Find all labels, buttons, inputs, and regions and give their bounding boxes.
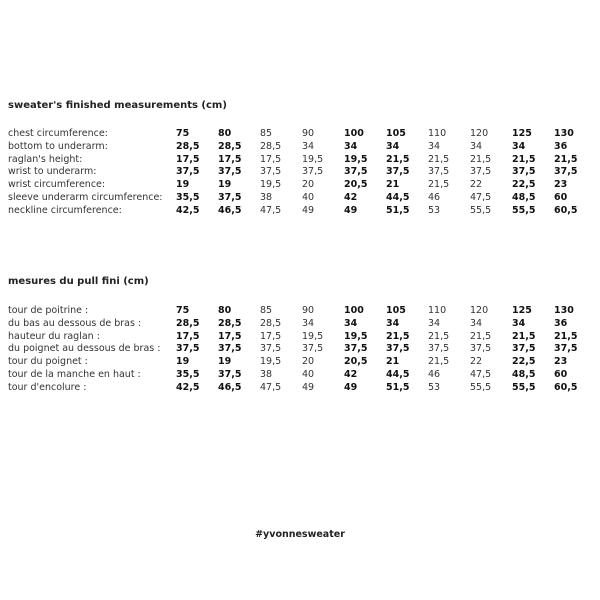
size-value: 22	[470, 179, 483, 191]
size-value: 28,5	[176, 140, 200, 152]
size-value: 19,5	[344, 153, 368, 165]
size-value: 60	[554, 191, 568, 203]
size-value: 49	[344, 204, 358, 216]
size-value: 19,5	[302, 153, 324, 165]
size-value: 38	[260, 191, 273, 203]
size-value: 17,5	[218, 330, 242, 342]
size-value: 21,5	[386, 330, 410, 342]
size-value: 42	[344, 191, 358, 203]
size-value: 55,5	[470, 381, 492, 393]
size-value: 20,5	[344, 356, 368, 368]
hashtag: #yvonnesweater	[255, 529, 345, 540]
size-value: 49	[302, 381, 315, 393]
table-row	[8, 166, 596, 179]
table-row	[8, 343, 596, 356]
size-value: 37,5	[428, 166, 450, 178]
size-value: 21,5	[554, 153, 578, 165]
table-row	[8, 305, 596, 318]
size-value: 46,5	[218, 381, 242, 393]
size-value: 90	[302, 305, 315, 316]
size-value: 34	[386, 140, 400, 152]
size-value: 37,5	[218, 368, 242, 380]
size-value: 37,5	[302, 343, 324, 355]
size-value: 110	[428, 128, 447, 139]
size-value: 20,5	[344, 179, 368, 191]
table-row	[8, 205, 596, 218]
size-value: 21,5	[512, 330, 536, 342]
size-value: 21,5	[428, 356, 450, 368]
size-value: 21,5	[428, 153, 450, 165]
size-value: 110	[428, 305, 447, 316]
size-value: 60,5	[554, 381, 578, 393]
size-value: 47,5	[470, 368, 492, 380]
size-value: 19	[218, 179, 232, 191]
size-value: 35,5	[176, 191, 200, 203]
size-value: 37,5	[176, 166, 200, 178]
row-label: bottom to underarm:	[8, 140, 108, 152]
size-value: 23	[554, 179, 568, 191]
size-value: 125	[512, 305, 532, 316]
size-value: 37,5	[260, 166, 282, 178]
size-value: 21	[386, 179, 400, 191]
row-label: hauteur du raglan :	[8, 330, 100, 342]
size-value: 21,5	[512, 153, 536, 165]
size-value: 46	[428, 368, 441, 380]
size-value: 120	[470, 128, 489, 139]
size-value: 53	[428, 381, 441, 393]
size-value: 36	[554, 140, 568, 152]
size-value: 105	[386, 305, 406, 316]
size-value: 21,5	[554, 330, 578, 342]
size-value: 19,5	[302, 330, 324, 342]
size-value: 44,5	[386, 191, 410, 203]
french-section-title: mesures du pull fini (cm)	[8, 276, 149, 287]
table-row	[8, 356, 596, 369]
size-value: 19	[218, 356, 232, 368]
size-value: 51,5	[386, 204, 410, 216]
row-label: chest circumference:	[8, 128, 108, 139]
size-value: 19,5	[260, 179, 282, 191]
size-value: 22,5	[512, 356, 536, 368]
size-value: 120	[470, 305, 489, 316]
size-value: 44,5	[386, 368, 410, 380]
size-value: 34	[428, 317, 441, 329]
size-value: 17,5	[176, 330, 200, 342]
size-value: 28,5	[176, 317, 200, 329]
size-value: 28,5	[260, 140, 282, 152]
size-value: 37,5	[554, 166, 578, 178]
size-value: 17,5	[176, 153, 200, 165]
row-label: raglan's height:	[8, 153, 83, 165]
english-measurements-table	[8, 128, 596, 218]
size-value: 21,5	[470, 330, 492, 342]
table-row	[8, 192, 596, 205]
size-value: 28,5	[260, 317, 282, 329]
size-value: 90	[302, 128, 315, 139]
size-value: 49	[344, 381, 358, 393]
size-value: 37,5	[218, 166, 242, 178]
size-value: 34	[344, 317, 358, 329]
size-value: 36	[554, 317, 568, 329]
size-value: 55,5	[512, 381, 536, 393]
size-value: 47,5	[260, 204, 282, 216]
size-value: 34	[512, 140, 526, 152]
size-value: 40	[302, 368, 315, 380]
size-value: 21,5	[428, 179, 450, 191]
size-value: 19,5	[344, 330, 368, 342]
size-value: 42,5	[176, 204, 200, 216]
size-value: 42	[344, 368, 358, 380]
size-value: 37,5	[512, 343, 536, 355]
size-value: 34	[302, 140, 315, 152]
size-value: 34	[470, 140, 483, 152]
row-label: sleeve underarm circumference:	[8, 191, 163, 203]
size-value: 37,5	[260, 343, 282, 355]
size-value: 17,5	[260, 330, 282, 342]
size-value: 37,5	[554, 343, 578, 355]
size-value: 130	[554, 128, 574, 139]
size-value: 38	[260, 368, 273, 380]
size-value: 19	[176, 356, 190, 368]
row-label: tour d'encolure :	[8, 381, 87, 393]
size-value: 37,5	[344, 343, 368, 355]
size-value: 34	[302, 317, 315, 329]
table-row	[8, 128, 596, 141]
size-value: 85	[260, 305, 273, 316]
table-row	[8, 141, 596, 154]
size-value: 80	[218, 305, 232, 316]
size-value: 20	[302, 179, 315, 191]
size-value: 34	[344, 140, 358, 152]
size-value: 125	[512, 128, 532, 139]
size-value: 34	[428, 140, 441, 152]
size-value: 17,5	[260, 153, 282, 165]
size-value: 100	[344, 128, 364, 139]
size-value: 17,5	[218, 153, 242, 165]
row-label: tour de poitrine :	[8, 305, 89, 316]
row-label: wrist circumference:	[8, 179, 106, 191]
size-value: 34	[512, 317, 526, 329]
size-value: 46	[428, 191, 441, 203]
size-value: 130	[554, 305, 574, 316]
size-value: 51,5	[386, 381, 410, 393]
size-value: 47,5	[260, 381, 282, 393]
size-value: 19	[176, 179, 190, 191]
row-label: du bas au dessous de bras :	[8, 317, 142, 329]
size-value: 37,5	[470, 166, 492, 178]
row-label: du poignet au dessous de bras :	[8, 343, 161, 355]
table-row	[8, 318, 596, 331]
size-value: 55,5	[470, 204, 492, 216]
french-measurements-table	[8, 305, 596, 395]
table-row	[8, 369, 596, 382]
size-value: 49	[302, 204, 315, 216]
size-value: 37,5	[218, 343, 242, 355]
size-value: 53	[428, 204, 441, 216]
size-value: 34	[470, 317, 483, 329]
row-label: neckline circumference:	[8, 204, 122, 216]
size-value: 19,5	[260, 356, 282, 368]
size-value: 40	[302, 191, 315, 203]
size-value: 37,5	[428, 343, 450, 355]
size-value: 47,5	[470, 191, 492, 203]
row-label: tour de la manche en haut :	[8, 368, 141, 380]
size-value: 37,5	[302, 166, 324, 178]
table-row	[8, 382, 596, 395]
size-value: 28,5	[218, 140, 242, 152]
size-value: 37,5	[218, 191, 242, 203]
size-value: 34	[386, 317, 400, 329]
size-value: 60	[554, 368, 568, 380]
english-section-title: sweater's finished measurements (cm)	[8, 100, 227, 111]
size-value: 55,5	[512, 204, 536, 216]
size-value: 21,5	[386, 153, 410, 165]
size-value: 21	[386, 356, 400, 368]
size-value: 60,5	[554, 204, 578, 216]
size-value: 75	[176, 128, 190, 139]
size-value: 37,5	[386, 166, 410, 178]
size-value: 28,5	[218, 317, 242, 329]
size-value: 37,5	[176, 343, 200, 355]
size-value: 35,5	[176, 368, 200, 380]
size-value: 21,5	[470, 153, 492, 165]
table-row	[8, 179, 596, 192]
size-value: 22,5	[512, 179, 536, 191]
size-value: 21,5	[428, 330, 450, 342]
size-value: 22	[470, 356, 483, 368]
size-value: 37,5	[386, 343, 410, 355]
row-label: tour du poignet :	[8, 356, 88, 368]
table-row	[8, 154, 596, 167]
size-value: 37,5	[512, 166, 536, 178]
size-value: 48,5	[512, 368, 536, 380]
size-value: 42,5	[176, 381, 200, 393]
size-value: 85	[260, 128, 273, 139]
size-value: 20	[302, 356, 315, 368]
size-value: 100	[344, 305, 364, 316]
size-value: 37,5	[470, 343, 492, 355]
size-value: 23	[554, 356, 568, 368]
size-value: 37,5	[344, 166, 368, 178]
table-row	[8, 331, 596, 344]
row-label: wrist to underarm:	[8, 166, 97, 178]
size-value: 46,5	[218, 204, 242, 216]
size-value: 80	[218, 128, 232, 139]
size-value: 48,5	[512, 191, 536, 203]
size-value: 75	[176, 305, 190, 316]
size-value: 105	[386, 128, 406, 139]
